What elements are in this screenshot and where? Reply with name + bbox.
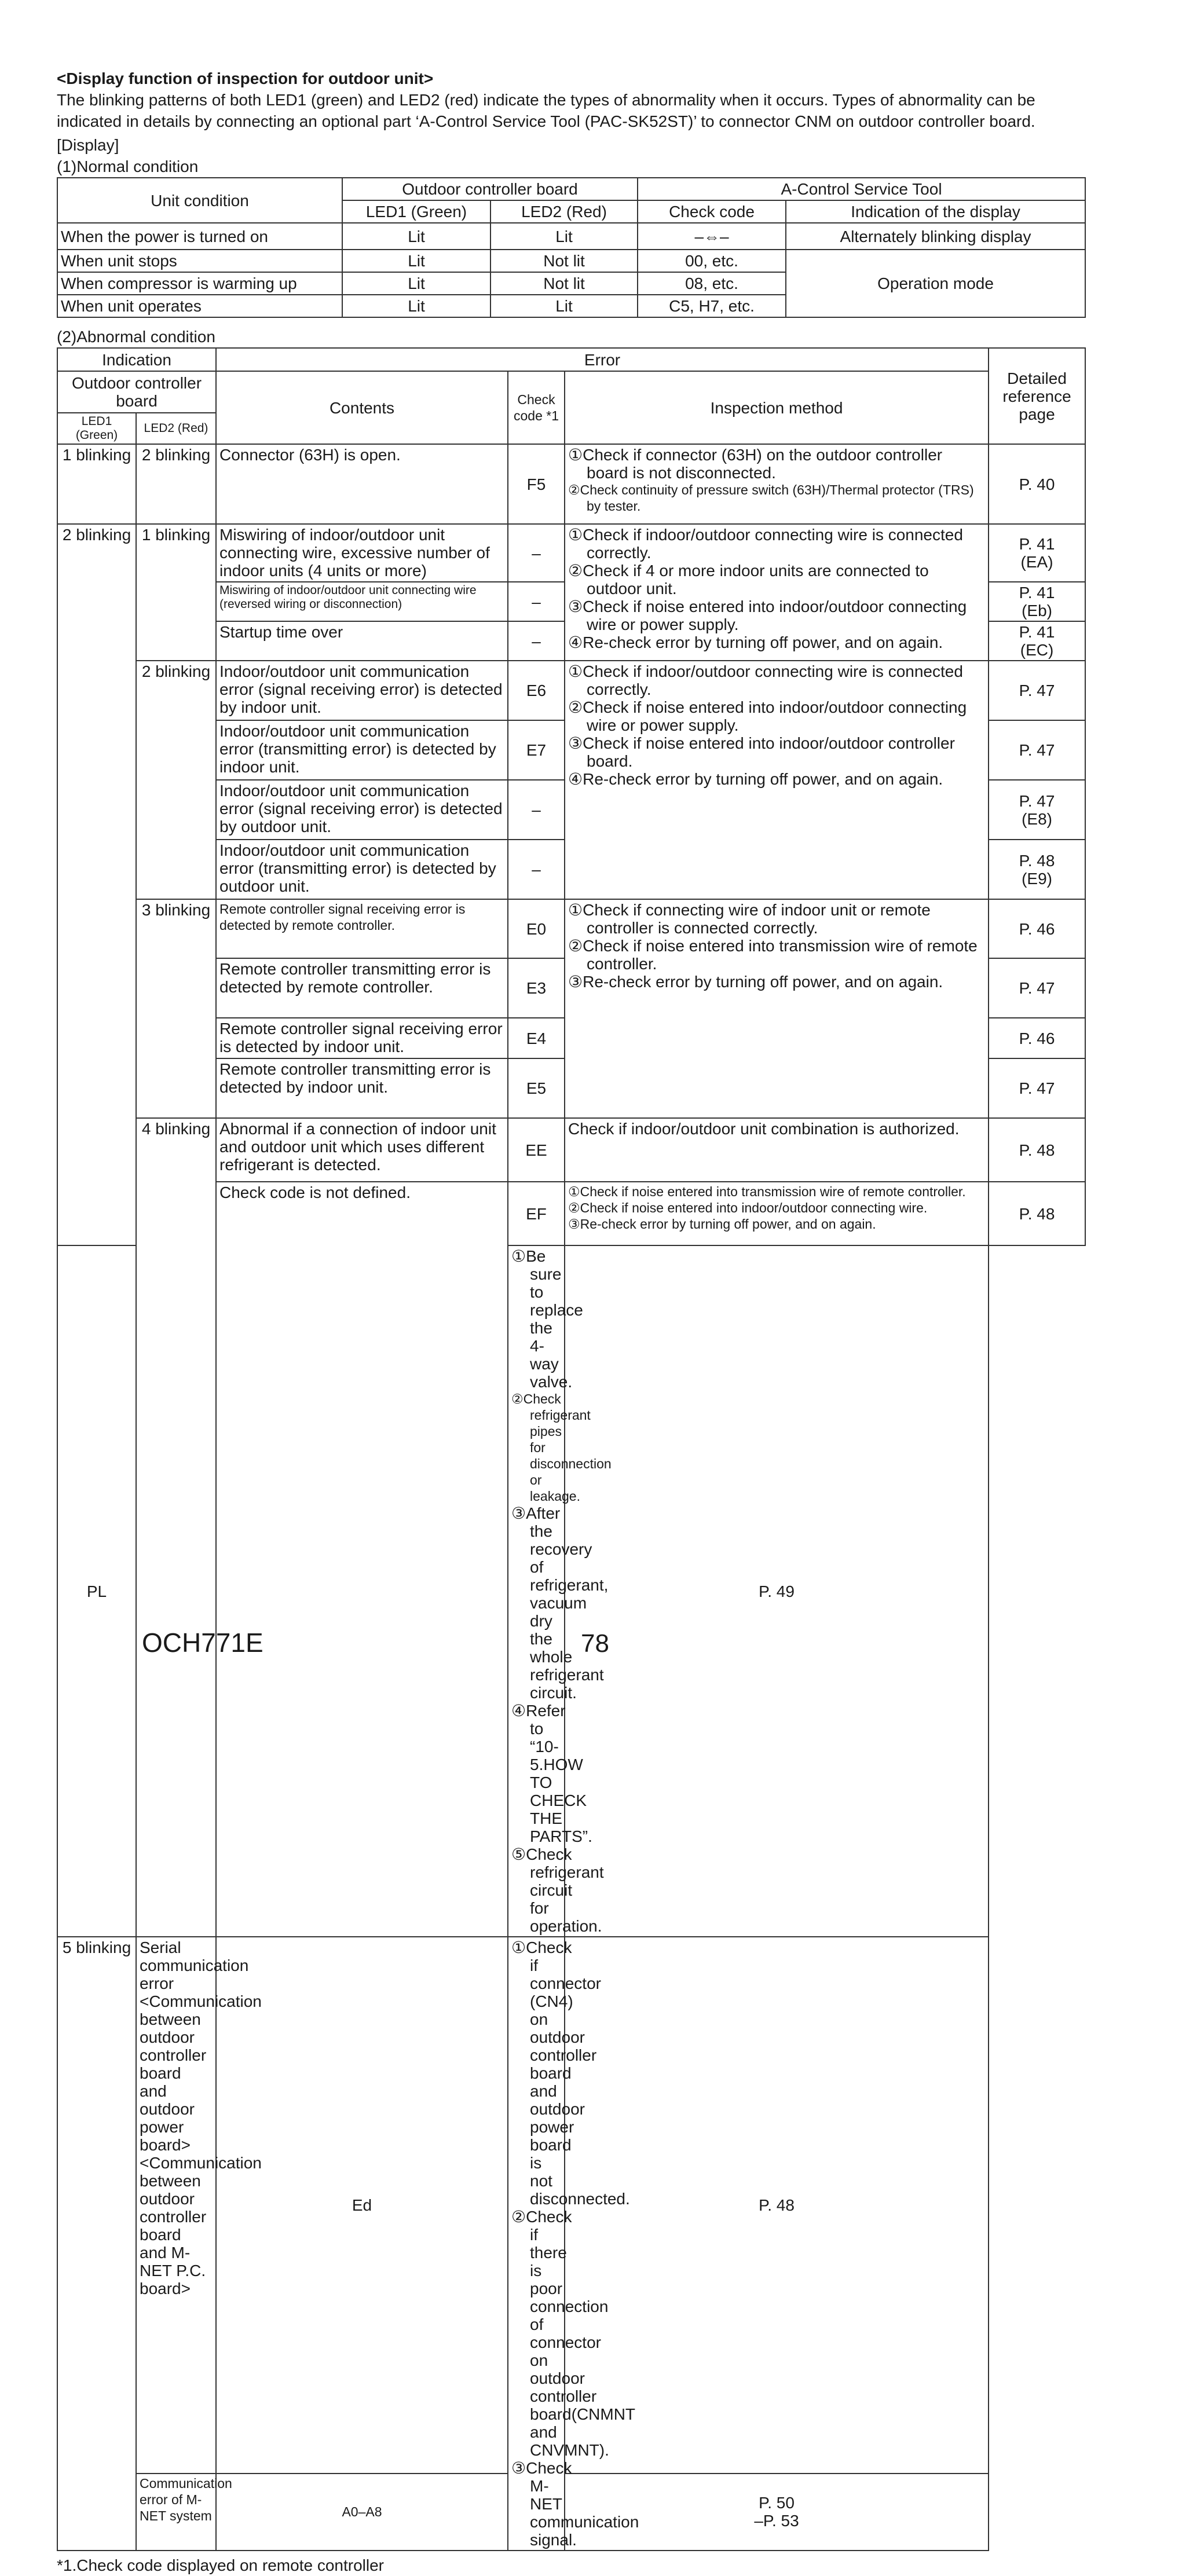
cell-check-code: C5, H7, etc.: [638, 295, 786, 317]
cell-contents: Indoor/outdoor unit communication error (transmitting error) is detected by indoor unit.: [216, 720, 508, 780]
contents-line: Serial communication error: [140, 1939, 249, 1992]
cell-contents: Indoor/outdoor unit communication error (signal receiving error) is detected by outdoor unit.: [216, 780, 508, 840]
page-content: [57, 68, 1085, 2576]
inspection-step: ④Refer to “10-5.HOW TO CHECK THE PARTS”.: [511, 1702, 592, 1845]
inspection-step: ③Re-check error by turning off power, and on again.: [568, 1216, 876, 1232]
table-row: [57, 1937, 1085, 2474]
page-ref-code: (E8): [1022, 809, 1052, 828]
cell-contents: Remote controller transmitting error is detected by remote controller.: [216, 958, 508, 1018]
normal-condition-label: (1)Normal condition: [57, 157, 199, 175]
cell-check-code: –: [508, 840, 565, 899]
cell-contents: Connector (63H) is open.: [216, 444, 508, 524]
header-inspection-method: Inspection method: [565, 371, 989, 444]
cell-contents: Indoor/outdoor unit communication error (signal receiving error) is detected by indoor unit.: [216, 661, 508, 720]
inspection-step: ①Check if connecting wire of indoor unit or remote controller is connected correctly.: [568, 901, 931, 937]
page-ref-code: (EC): [1020, 641, 1054, 659]
header-contents: Contents: [216, 371, 508, 444]
page-ref-code: –P. 53: [754, 2512, 799, 2530]
cell-contents: Miswiring of indoor/outdoor unit connecting wire, excessive number of indoor units (4 units or more): [216, 524, 508, 582]
cell-reference-page: P. 49: [565, 1245, 989, 1937]
cell-inspection: [565, 524, 989, 661]
intro-paragraph: The blinking patterns of both LED1 (green) and LED2 (red) indicate the types of abnormality when it occurs. Types of abnormality can be indicated in details by connecting an optional part ‘A-Control Service Tool (PAC-SK52ST)’ to connector CNM on outdoor controller board.: [57, 91, 1035, 130]
cell-condition: When the power is turned on: [57, 223, 342, 250]
inspection-step: ④Re-check error by turning off power, and on again.: [568, 770, 943, 788]
cell-led2: Lit: [490, 223, 638, 250]
page-ref: P. 50: [759, 2494, 795, 2512]
inspection-step: ②Check if noise entered into transmission wire of remote controller.: [568, 937, 978, 973]
cell-led1: 1 blinking: [57, 444, 136, 524]
cell-contents: Indoor/outdoor unit communication error (transmitting error) is detected by outdoor unit.: [216, 840, 508, 899]
table-row: [57, 524, 1085, 582]
cell-check-code: EF: [508, 1182, 565, 1245]
cell-operation-mode: Operation mode: [786, 250, 1085, 317]
cell-condition: When unit operates: [57, 295, 342, 317]
header-outdoor-board: Outdoor controller board: [57, 371, 216, 413]
page-number: 78: [581, 1629, 609, 1658]
header-check-code: Check code *1: [508, 371, 565, 444]
header-error: Error: [216, 348, 989, 371]
inspection-step: ③Check M-NET communication signal.: [511, 2459, 639, 2549]
inspection-step: ②Check continuity of pressure switch (63H)/Thermal protector (TRS) by tester.: [568, 482, 974, 514]
cell-check-code: E5: [508, 1058, 565, 1118]
inspection-step: ①Check if connector (63H) on the outdoor controller board is not disconnected.: [568, 446, 943, 482]
page-ref-code: (E9): [1022, 869, 1052, 888]
cell-check-code: E6: [508, 661, 565, 720]
cell-check-code: A0–A8: [216, 2474, 508, 2551]
cell-contents: Miswiring of indoor/outdoor unit connecting wire (reversed wiring or disconnection): [216, 582, 508, 621]
header-indication: Indication: [57, 348, 216, 371]
cell-check-code: Ed: [216, 1937, 508, 2474]
table-row: [57, 899, 1085, 958]
cell-contents: Check code is not defined.: [216, 1182, 508, 1937]
cell-contents: Startup time over: [216, 621, 508, 661]
cell-led1: 2 blinking: [57, 524, 136, 1245]
cell-contents: Remote controller signal receiving error is detected by indoor unit.: [216, 1018, 508, 1058]
cell-inspection: [565, 661, 989, 899]
inspection-step: ①Check if indoor/outdoor connecting wire is connected correctly.: [568, 526, 963, 562]
cell-inspection: [565, 444, 989, 524]
header-unit-condition: Unit condition: [57, 178, 342, 223]
header-led1: LED1 (Green): [57, 413, 136, 444]
header-outdoor-board: Outdoor controller board: [342, 178, 638, 200]
cell-reference-page: [565, 2474, 989, 2551]
cell-reference-page: P. 48: [989, 1182, 1085, 1245]
cell-check-code: 08, etc.: [638, 272, 786, 295]
cell-inspection: Check if indoor/outdoor unit combination is authorized.: [565, 1118, 989, 1182]
cell-check-code: 00, etc.: [638, 250, 786, 272]
cell-led2: 4 blinking: [136, 1118, 216, 1937]
cell-reference-page: P. 40: [989, 444, 1085, 524]
cell-reference-page: P. 47: [989, 958, 1085, 1018]
footnote: *1.Check code displayed on remote controller: [57, 2556, 384, 2574]
cell-led2: 2 blinking: [136, 661, 216, 899]
inspection-step: ①Check if noise entered into transmission wire of remote controller.: [568, 1184, 966, 1199]
cell-led1: Lit: [342, 250, 490, 272]
page-ref: P. 47: [1019, 792, 1055, 810]
cell-reference-page: P. 47: [989, 661, 1085, 720]
page-ref-code: (Eb): [1022, 602, 1052, 620]
cell-led1: Lit: [342, 223, 490, 250]
cell-led1: Lit: [342, 272, 490, 295]
page-ref-code: (EA): [1020, 553, 1053, 571]
cell-check-code: E3: [508, 958, 565, 1018]
cell-check-code: –: [508, 780, 565, 840]
table-row: [57, 1118, 1085, 1182]
cell-condition: When unit stops: [57, 250, 342, 272]
table-row: [57, 661, 1085, 720]
inspection-step: ②Check refrigerant pipes for disconnection or leakage.: [511, 1391, 612, 1504]
cell-inspection: [565, 1182, 989, 1245]
abnormal-condition-label: (2)Abnormal condition: [57, 328, 215, 346]
header-indication: Indication of the display: [786, 200, 1085, 223]
cell-inspection: [508, 1937, 639, 2551]
page-ref: P. 41: [1019, 623, 1055, 641]
cell-check-code: E0: [508, 899, 565, 958]
contents-line: <Communication between outdoor controller board and M-NET P.C. board>: [140, 2154, 262, 2297]
header-check-code: Check code: [638, 200, 786, 223]
header-led1: LED1 (Green): [342, 200, 490, 223]
cell-contents: Remote controller signal receiving error is detected by remote controller.: [216, 899, 508, 958]
table-row: [57, 444, 1085, 524]
normal-condition-table: [57, 177, 1086, 318]
inspection-step: ⑤Check refrigerant circuit for operation.: [511, 1845, 604, 1935]
cell-led1: Lit: [342, 295, 490, 317]
cell-check-code: EE: [508, 1118, 565, 1182]
cell-reference-page: [989, 582, 1085, 621]
cell-reference-page: [989, 780, 1085, 840]
page-ref: P. 41: [1019, 584, 1055, 602]
table-row: [57, 250, 1085, 272]
cell-reference-page: [989, 840, 1085, 899]
header-detailed-reference: Detailed reference page: [989, 348, 1085, 444]
cell-check-code: –: [508, 621, 565, 661]
document-code: OCH771E: [142, 1628, 263, 1658]
cell-reference-page: P. 48: [565, 1937, 989, 2474]
inspection-step: ②Check if 4 or more indoor units are connected to outdoor unit.: [568, 562, 929, 598]
section-heading: <Display function of inspection for outdoor unit>: [57, 69, 434, 87]
cell-check-code: PL: [57, 1245, 136, 1937]
display-label: [Display]: [57, 136, 119, 154]
cell-led2: 1 blinking: [136, 524, 216, 661]
cell-check-code: –: [508, 524, 565, 582]
cell-led2: 3 blinking: [136, 899, 216, 1118]
page-ref: P. 41: [1019, 535, 1055, 553]
cell-led2: Not lit: [490, 272, 638, 295]
inspection-step: ③After the recovery of refrigerant, vacuum dry the whole refrigerant circuit.: [511, 1504, 609, 1702]
cell-condition: When compressor is warming up: [57, 272, 342, 295]
cell-led2: Not lit: [490, 250, 638, 272]
header-service-tool: A-Control Service Tool: [638, 178, 1085, 200]
inspection-step: ③Check if noise entered into indoor/outdoor connecting wire or power supply.: [568, 598, 967, 633]
cell-led2: Lit: [490, 295, 638, 317]
inspection-step: ③Check if noise entered into indoor/outdoor controller board.: [568, 734, 955, 770]
cell-contents: Abnormal if a connection of indoor unit and outdoor unit which uses different refrigerant is detected.: [216, 1118, 508, 1182]
cell-check-code: –: [508, 582, 565, 621]
cell-contents: Communication error of M-NET system: [136, 2474, 216, 2551]
inspection-step: ①Check if connector (CN4) on outdoor controller board and outdoor power board is not disconnected.: [511, 1939, 630, 2208]
contents-line: <Communication between outdoor controller board and outdoor power board>: [140, 1992, 262, 2154]
table-row: [57, 223, 1085, 250]
cell-check-code: E7: [508, 720, 565, 780]
cell-contents: Remote controller transmitting error is detected by indoor unit.: [216, 1058, 508, 1118]
inspection-step: ④Re-check error by turning off power, and on again.: [568, 633, 943, 651]
page-ref: P. 48: [1019, 851, 1055, 870]
cell-reference-page: P. 47: [989, 1058, 1085, 1118]
cell-reference-page: [989, 621, 1085, 661]
cell-led2: 2 blinking: [136, 444, 216, 524]
cell-reference-page: P. 47: [989, 720, 1085, 780]
abnormal-condition-table: [57, 347, 1086, 2551]
inspection-step: ②Check if noise entered into indoor/outdoor connecting wire.: [568, 1200, 928, 1215]
inspection-step: ①Be sure to replace the 4-way valve.: [511, 1247, 583, 1391]
cell-indication: Alternately blinking display: [786, 223, 1085, 250]
cell-check-code: –⇔–: [638, 223, 786, 250]
inspection-step: ②Check if noise entered into indoor/outdoor connecting wire or power supply.: [568, 698, 967, 734]
cell-check-code: F5: [508, 444, 565, 524]
cell-led2: 5 blinking: [57, 1937, 136, 2551]
cell-reference-page: P. 46: [989, 1018, 1085, 1058]
cell-reference-page: P. 46: [989, 899, 1085, 958]
cell-check-code: E4: [508, 1018, 565, 1058]
cell-reference-page: P. 48: [989, 1118, 1085, 1182]
cell-contents: [136, 1937, 262, 2474]
cell-reference-page: [989, 524, 1085, 582]
cell-inspection: [565, 899, 989, 1118]
inspection-step: ①Check if indoor/outdoor connecting wire is connected correctly.: [568, 662, 963, 698]
header-led2: LED2 (Red): [136, 413, 216, 444]
inspection-step: ②Check if there is poor connection of connector on outdoor controller board(CNMNT and CNVMNT).: [511, 2208, 635, 2459]
header-led2: LED2 (Red): [490, 200, 638, 223]
inspection-step: ③Re-check error by turning off power, and on again.: [568, 973, 943, 991]
